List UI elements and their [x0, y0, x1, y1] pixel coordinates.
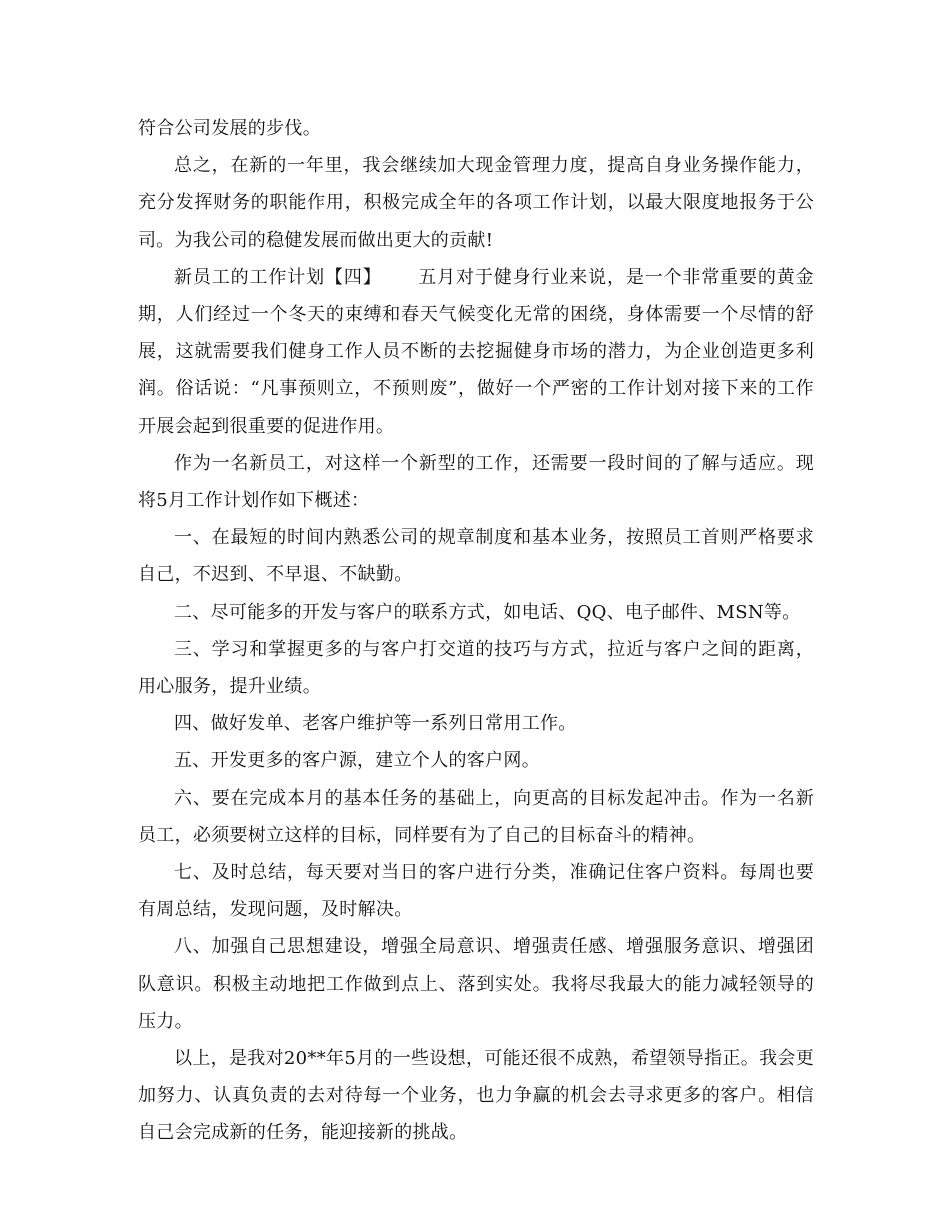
list-item-4: 四、做好发单、老客户维护等一系列日常用工作。 [174, 713, 577, 735]
list-item-3: 三、学习和掌握更多的与客户打交道的技巧与方式，拉近与客户之间的距离，用心服务，提升业绩。 [138, 638, 814, 698]
section-heading: 新员工的工作计划【四】 [174, 266, 382, 288]
list-item-2: 二、尽可能多的开发与客户的联系方式，如电话、QQ、电子邮件、MSN等。 [174, 601, 801, 623]
list-item-5: 五、开发更多的客户源，建立个人的客户网。 [174, 750, 540, 772]
paragraph-conclusion: 以上，是我对20**年5月的一些设想，可能还很不成熟，希望领导指正。我会更加努力、认真负责的去对待每一个业务，也力争赢的机会去寻求更多的客户。相信自己会完成新的任务，能迎接新的挑战。 [138, 1048, 814, 1144]
section-paragraph [138, 259, 814, 445]
paragraph-continuation: 符合公司发展的步伐。 [138, 118, 321, 139]
list-item-6: 六、要在完成本月的基本任务的基础上，向更高的目标发起冲击。作为一名新员工，必须要树立这样的目标，同样要有为了自己的目标奋斗的精神。 [138, 787, 814, 846]
paragraph-summary: 总之，在新的一年里，我会继续加大现金管理力度，提高自身业务操作能力，充分发挥财务的职能作用，积极完成全年的各项工作计划，以最大限度地报务于公司。为我公司的稳健发展而做出更大的贡献! [138, 155, 814, 251]
paragraph-overview: 作为一名新员工，对这样一个新型的工作，还需要一段时间的了解与适应。现将5月工作计划作如下概述： [138, 452, 814, 512]
section-intro: 五月对于健身行业来说，是一个非常重要的黄金期，人们经过一个冬天的束缚和春天气候变化无常的困绕，身体需要一个尽情的舒展，这就需要我们健身工作人员不断的去挖掘健身市场的潜力，为企业创造更多利润。俗话说：“凡事预则立，不预则废”，做好一个严密的工作计划对接下来的工作开展会起到很重要的促进作用。 [138, 266, 814, 437]
document-body [138, 110, 814, 1152]
list-item-1: 一、在最短的时间内熟悉公司的规章制度和基本业务，按照员工首则严格要求自己，不迟到、不早退、不缺勤。 [138, 527, 814, 586]
list-item-8: 八、加强自己思想建设，增强全局意识、增强责任感、增强服务意识、增强团队意识。积极主动地把工作做到点上、落到实处。我将尽我最大的能力减轻领导的压力。 [138, 936, 814, 1032]
list-item-7: 七、及时总结，每天要对当日的客户进行分类，准确记住客户资料。每周也要有周总结，发现问题，及时解决。 [138, 862, 814, 921]
